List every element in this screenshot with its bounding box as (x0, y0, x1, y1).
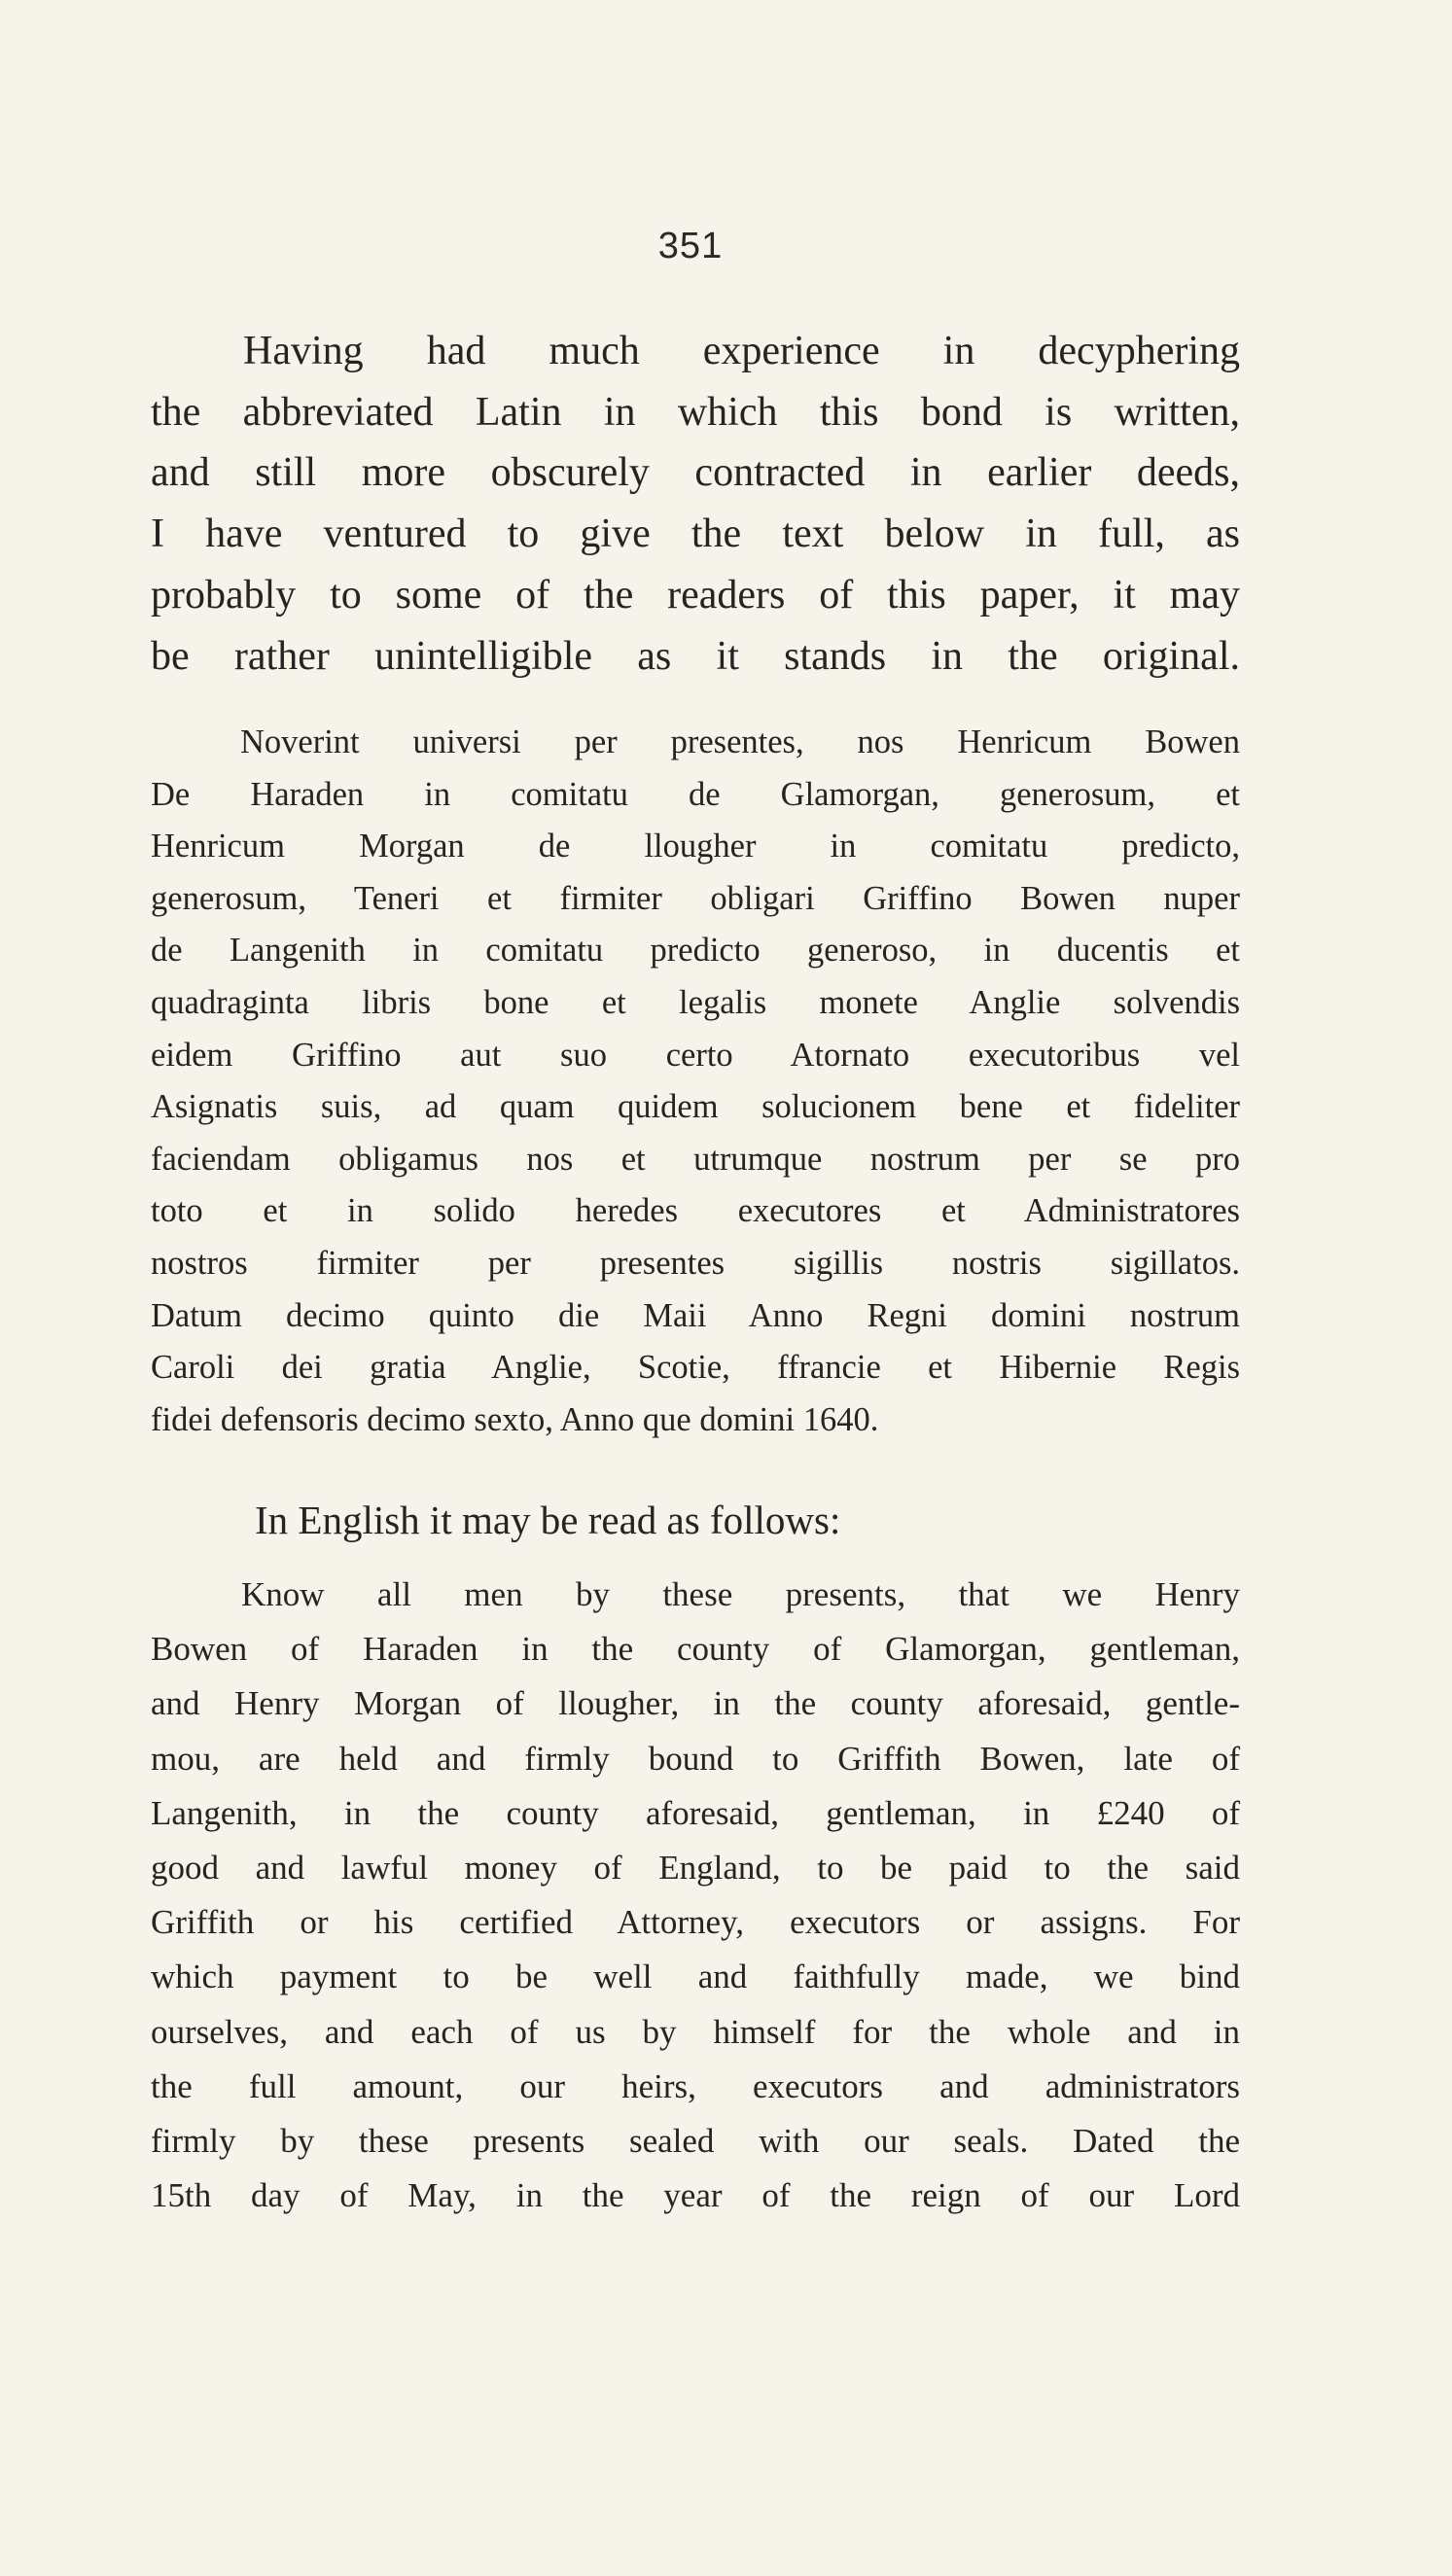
text-line: good and lawful money of England, to be paid to the said (151, 1849, 1240, 1888)
text-line: and Henry Morgan of llougher, in the county aforesaid, gentle- (151, 1684, 1240, 1723)
text-line: Henricum Morgan de llougher in comitatu predicto, (151, 828, 1240, 865)
text-line: which payment to be well and faithfully made, we bind (151, 1958, 1240, 1996)
text-line: Caroli dei gratia Anglie, Scotie, ffrancie et Hibernie Regis (151, 1349, 1240, 1387)
text-line: and still more obscurely contracted in earlier deeds, (151, 450, 1240, 496)
text-line: mou, are held and firmly bound to Griffith Bowen, late of (151, 1739, 1240, 1778)
text-line: I have ventured to give the text below in full, as (151, 512, 1240, 557)
text-line: nostros firmiter per presentes sigillis nostris sigillatos. (151, 1244, 1240, 1282)
text-line: probably to some of the readers of this paper, it may (151, 572, 1240, 618)
text-line: Langenith, in the county aforesaid, gentleman, in £240 of (151, 1793, 1240, 1832)
text-line: the full amount, our heirs, executors and administrators (151, 2066, 1240, 2105)
text-line: be rather unintelligible as it stands in the original. (151, 633, 1240, 679)
latin-bond-text (151, 717, 1240, 1446)
text-line: firmly by these presents sealed with our seals. Dated the (151, 2122, 1240, 2161)
text-line: 15th day of May, in the year of the reign of our Lord (151, 2176, 1240, 2215)
text-line: Noverint universi per presentes, nos Henricum Bowen (240, 723, 1240, 760)
text-line: Bowen of Haraden in the county of Glamorgan, gentleman, (151, 1630, 1240, 1669)
text-line: fidei defensoris decimo sexto, Anno que domini 1640. (151, 1400, 879, 1438)
text-line: de Langenith in comitatu predicto generoso, in ducentis et (151, 932, 1240, 970)
text-line: quadraginta libris bone et legalis monete Anglie solvendis (151, 983, 1240, 1021)
text-line: Griffith or his certified Attorney, executors or assigns. For (151, 1903, 1240, 1942)
text-line: faciendam obligamus nos et utrumque nostrum per se pro (151, 1140, 1240, 1178)
section-heading: In English it may be read as follows: (255, 1498, 841, 1542)
intro-paragraph (151, 321, 1240, 687)
english-translation (151, 1568, 1240, 2223)
text-line: generosum, Teneri et firmiter obligari Griffino Bowen nuper (151, 879, 1240, 917)
text-line: Asignatis suis, ad quam quidem solucionem bene et fideliter (151, 1088, 1240, 1126)
text-line: Know all men by these presents, that we Henry (241, 1575, 1240, 1613)
text-line: Datum decimo quinto die Maii Anno Regni domini nostrum (151, 1296, 1240, 1334)
text-line: the abbreviated Latin in which this bond is written, (151, 389, 1240, 435)
text-line: eidem Griffino aut suo certo Atornato executoribus vel (151, 1036, 1240, 1074)
text-line: toto et in solido heredes executores et Administratores (151, 1192, 1240, 1230)
text-line: Having had much experience in decyphering (243, 329, 1240, 373)
text-line: De Haraden in comitatu de Glamorgan, generosum, et (151, 775, 1240, 813)
page-number: 351 (657, 226, 724, 266)
text-line: ourselves, and each of us by himself for the whole and in (151, 2012, 1240, 2051)
